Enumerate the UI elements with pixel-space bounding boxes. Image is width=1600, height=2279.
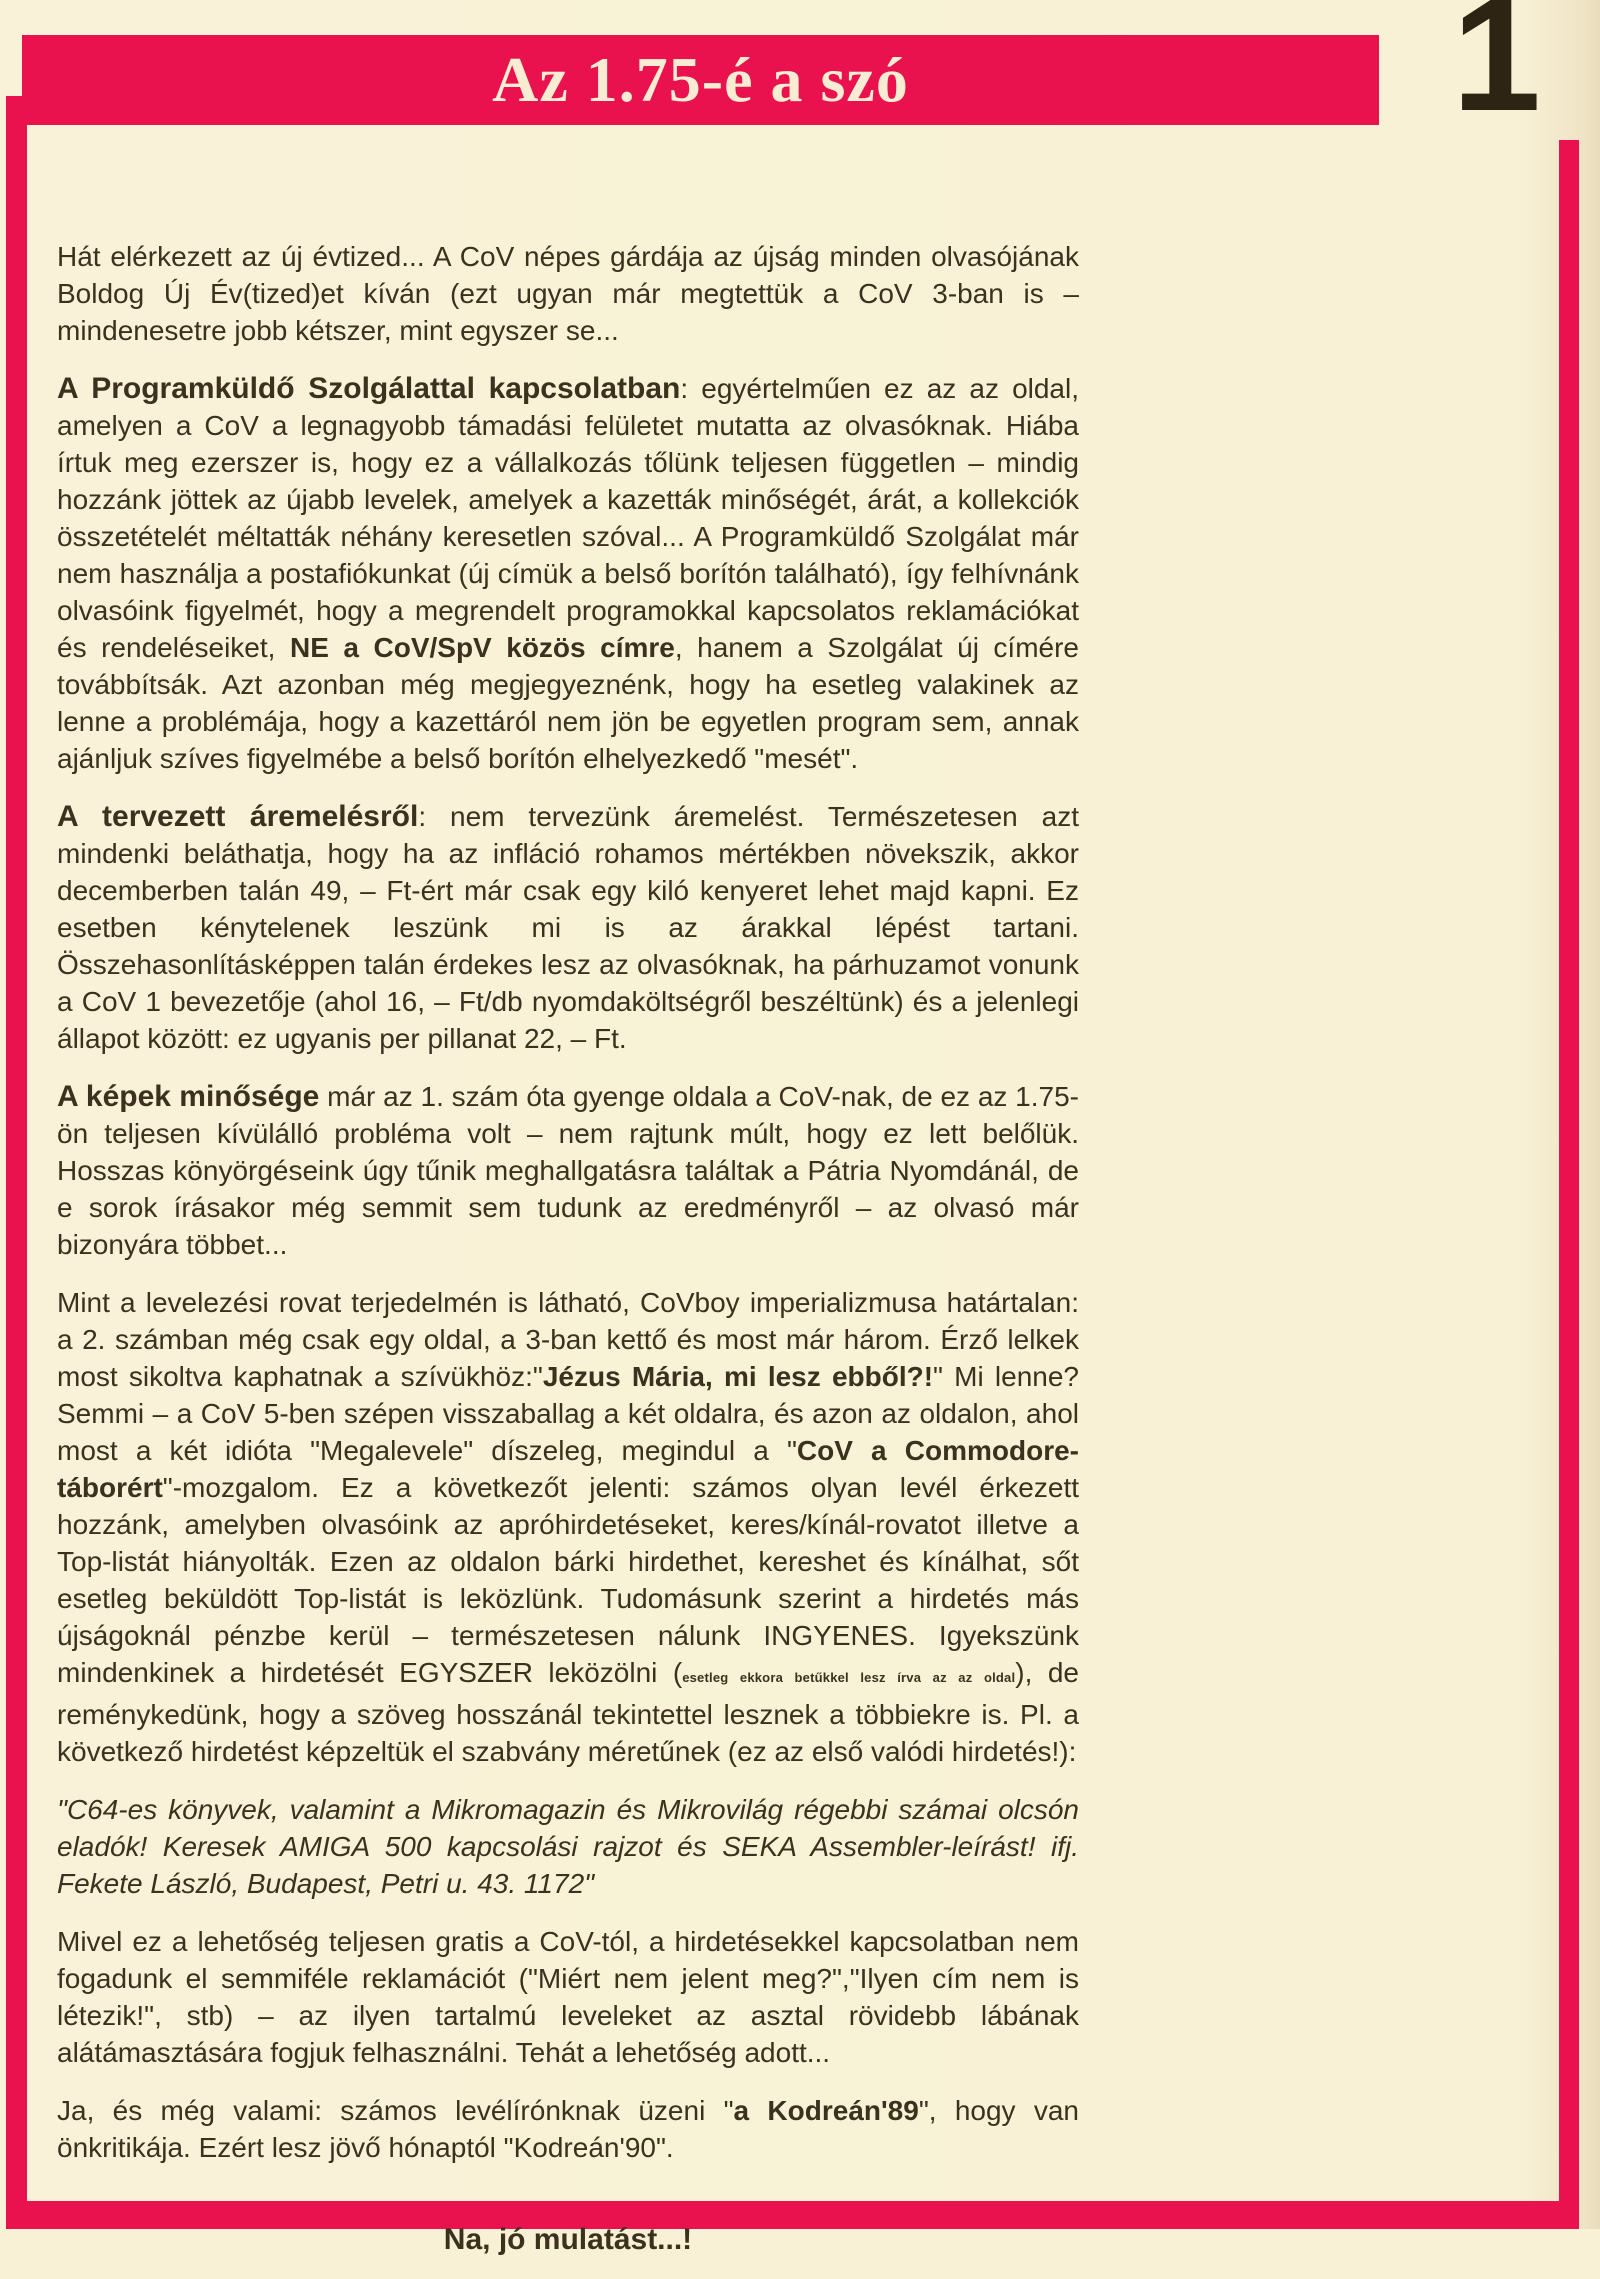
text-segment: A képek minősége bbox=[57, 1080, 320, 1113]
paragraph bbox=[57, 1923, 1079, 2071]
text-segment: a Kodreán'89 bbox=[733, 2095, 919, 2126]
text-segment: Hát elérkezett az új évtized... A CoV népes gárdája az újság minden olvasójának Boldog Új Év(tized)et kíván (ezt ugyan már megtettük a CoV 3-ban is – mindenesetre jobb kétszer, mint egyszer se... bbox=[57, 241, 1079, 346]
closing-line: Na, jó mulatást...! bbox=[443, 2223, 693, 2256]
text-segment: A Programküldő Szolgálattal kapcsolatban bbox=[57, 372, 681, 405]
paragraph bbox=[57, 1284, 1079, 1770]
page-title: Az 1.75-é a szó bbox=[492, 44, 909, 115]
paragraph bbox=[57, 1791, 1079, 1902]
paragraph bbox=[57, 798, 1079, 1057]
paragraph bbox=[57, 238, 1079, 349]
paragraph bbox=[57, 2092, 1079, 2166]
text-segment: már az 1. szám óta gyenge oldala a CoV-nak, de ez az 1.75-ön teljesen kívülálló probléma volt – nem rajtunk múlt, hogy ez lett belőlük. Hosszas könyörgéseink úgy tűnik meghallgatásra találtak a Pátria Nyomdánál, de e sorok írásakor még semmit sem tudunk az eredményről – az olvasó már bizonyára többet... bbox=[57, 1081, 1079, 1260]
text-segment: ", hogy van önkritikája. Ezért lesz jövő hónaptól "Kodreán'90". bbox=[57, 2095, 1080, 2163]
page-frame-left bbox=[6, 96, 27, 2229]
text-segment: A tervezett áremelésről bbox=[57, 800, 419, 833]
text-segment: Mint a levelezési rovat terjedelmén is látható, CoVboy imperializmusa határtalan: a 2. számban még csak egy oldal, a 3-ban kettő és most már három. Érző lelkek most sikoltva kaphatnak a szívükhöz:" bbox=[57, 1287, 1079, 1392]
text-segment: ), de reménykedünk, hogy a szöveg hosszánál tekintettel lesznek a többiekre is. Pl. a következő hirdetést képzeltük el szabvány méretűnek (ez az első valódi hirdetés!): bbox=[57, 1657, 1080, 1767]
text-segment: Jézus Mária, mi lesz ebből?! bbox=[542, 1361, 934, 1392]
text-segment: "-mozgalom. Ez a következőt jelenti: számos olyan levél érkezett hozzánk, amelyben olvasóink az apróhirdetéseket, keres/kínál-rovatot illetve a Top-listát hiányolták. Ezen az oldalon bárki hirdethet, kereshet és kínálhat, sőt esetleg beküldött Top-listát is leközlünk. Tudomásunk szerint a hirdetés más újságoknál pénzbe kerül – természetesen nálunk INGYENES. Igyekszünk mindenkinek a hirdetését EGYSZER leközölni ( bbox=[57, 1472, 1079, 1688]
text-segment: : nem tervezünk áremelést. Természetesen azt mindenki beláthatja, hogy ha az infláció rohamos mértékben növekszik, akkor decemberben talán 49, – Ft-ért már csak egy kiló kenyeret lehet majd kapni. Ez esetben kénytelenek leszünk mi is az árakkal lépést tartani. Összehasonlításképpen talán érdekes lesz az olvasóknak, ha párhuzamot vonunk a CoV 1 bevezetője (ahol 16, – Ft/db nyomdaköltségről beszéltünk) és a jelenlegi állapot között: ez ugyanis per pillanat 22, – Ft. bbox=[57, 801, 1079, 1054]
page-number: 1 bbox=[1452, 0, 1541, 144]
title-bar bbox=[22, 35, 1379, 125]
article-body bbox=[57, 238, 1079, 2279]
text-segment: "C64-es könyvek, valamint a Mikromagazin és Mikrovilág régebbi számai olcsón eladók! Keresek AMIGA 500 kapcsolási rajzot és SEKA Assembler-leírást! ifj. Fekete László, Budapest, Petri u. 43. 1172" bbox=[57, 1794, 1079, 1899]
paragraph bbox=[57, 370, 1079, 777]
text-segment: : egyértelműen ez az az oldal, amelyen a CoV a legnagyobb támadási felületet mutatta az olvasóknak. Hiába írtuk meg ezerszer is, hogy ez a vállalkozás tőlünk teljesen független – mindig hozzánk jöttek az újabb levelek, amelyek a kazetták minőségét, árát, a kollekciók összetételét méltatták néhány keresetlen szóval... A Programküldő Szolgálat már nem használja a postafiókunkat (új címük a belső borítón található), így felhívnánk olvasóink figyelmét, hogy a megrendelt programokkal kapcsolatos reklamációkat és rendeléseiket, bbox=[57, 373, 1080, 663]
text-segment: " Mi lenne? Semmi – a CoV 5-ben szépen visszaballag a két oldalra, és azon az oldalon, ahol most a két idióta "Megalevele" díszeleg, megindul a " bbox=[57, 1361, 1079, 1466]
text-segment: , hanem a Szolgálat új címére továbbítsák. Azt azonban még megjegyeznénk, hogy ha esetleg valakinek az lenne a problémája, hogy a kazettáról nem jön be egyetlen program sem, annak ajánljuk szíves figyelmébe a belső borítón elhelyezkedő "mesét". bbox=[57, 632, 1080, 774]
text-segment: esetleg ekkora betűkkel lesz írva az az oldal bbox=[682, 1670, 1016, 1685]
text-segment: Ja, és még valami: számos levélírónknak üzeni " bbox=[57, 2095, 734, 2126]
page-frame-right bbox=[1559, 140, 1579, 2229]
text-segment: Mivel ez a lehetőség teljesen gratis a CoV-tól, a hirdetésekkel kapcsolatban nem fogadunk el semmiféle reklamációt ("Miért nem jelent meg?","Ilyen cím nem is létezik!", stb) – az ilyen tartalmú leveleket az asztal rövidebb lábának alátámasztására fogjuk felhasználni. Tehát a lehetőség adott... bbox=[57, 1926, 1079, 2068]
text-segment: CoV a Commodore-táborért bbox=[57, 1435, 1079, 1503]
text-segment: NE a CoV/SpV közös címre bbox=[289, 632, 675, 663]
paragraph bbox=[57, 1078, 1079, 1263]
